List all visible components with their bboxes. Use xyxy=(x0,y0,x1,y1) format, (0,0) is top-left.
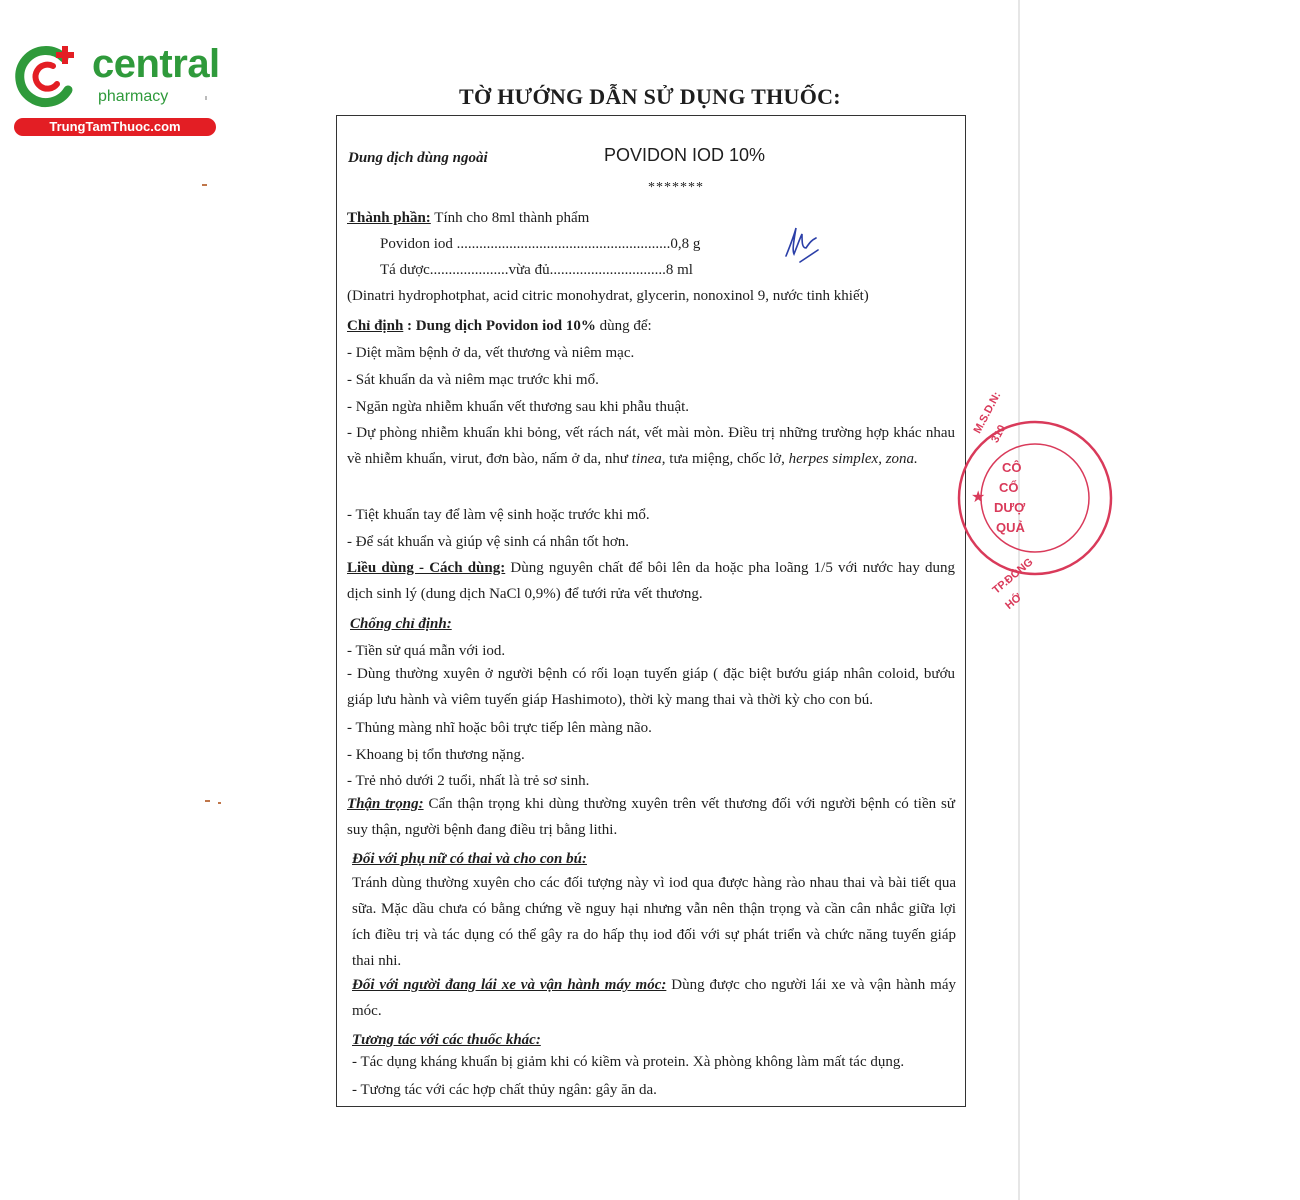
interaction-item: - Tương tác với các hợp chất thủy ngân: gây ăn da. xyxy=(352,1082,657,1098)
indications-intro: : Dung dịch Povidon iod 10% xyxy=(403,318,596,334)
brand-subtitle: pharmacy xyxy=(98,88,169,105)
stamp-ring-text-bottom: TP.ĐỒNG HỚ xyxy=(990,556,1036,612)
product-name: POVIDON IOD 10% xyxy=(604,145,766,165)
dosage-heading: Liều dùng - Cách dùng: xyxy=(347,560,506,576)
stamp-line: DƯỢ xyxy=(994,500,1026,515)
contraindication-item: - Thủng màng nhĩ hoặc bôi trực tiếp lên màng não. xyxy=(347,720,652,736)
indication-item: - Ngăn ngừa nhiễm khuẩn vết thương sau khi phẫu thuật. xyxy=(347,399,690,415)
contraindication-item: - Trẻ nhỏ dưới 2 tuổi, nhất là trẻ sơ sinh. xyxy=(347,773,590,789)
precautions-heading: Thận trọng: xyxy=(347,796,424,812)
scan-mark xyxy=(205,800,210,802)
scan-mark xyxy=(202,184,207,186)
separator-stars: ******* xyxy=(648,180,704,195)
signature-icon xyxy=(782,222,832,266)
precautions-section: Thận trọng: Cẩn thận trọng khi dùng thường xuyên trên vết thương đối với người bệnh có tiền sử suy thận, người bệnh đang điều trị bằng lithi. xyxy=(347,796,955,838)
dosage-section: Liều dùng - Cách dùng: Dùng nguyên chất để bôi lên da hoặc pha loãng 1/5 với nước hay dung dịch sinh lý (dung dịch NaCl 0,9%) để tưới rửa vết thương. xyxy=(347,560,955,602)
indication-item: - Diệt mầm bệnh ở da, vết thương và niêm mạc. xyxy=(347,345,635,361)
composition-intro: Tính cho 8ml thành phẩm xyxy=(434,210,590,226)
dosage-form: Dung dịch dùng ngoài xyxy=(348,150,488,166)
indication-item: - Sát khuẩn da và niêm mạc trước khi mổ. xyxy=(347,372,599,388)
excipients: (Dinatri hydrophotphat, acid citric monohydrat, glycerin, nonoxinol 9, nước tinh khiết) xyxy=(347,288,869,304)
scan-mark xyxy=(218,802,221,804)
indication-item: - Tiệt khuẩn tay để làm vệ sinh hoặc trước khi mổ. xyxy=(347,507,650,523)
stamp-line: CỔ xyxy=(999,480,1019,495)
composition-heading: Thành phần: xyxy=(347,210,431,226)
composition-heading-line xyxy=(347,208,589,228)
stamp-line: QUẢ xyxy=(996,520,1025,535)
brand-name: central xyxy=(92,42,220,86)
driving-heading: Đối với người đang lái xe và vận hành máy móc: xyxy=(352,977,667,993)
document-title: TỜ HƯỚNG DẪN SỬ DỤNG THUỐC: xyxy=(459,84,841,109)
svg-text:★: ★ xyxy=(971,489,986,506)
contraindication-item: - Khoang bị tổn thương nặng. xyxy=(347,747,525,763)
composition-item: Tá dược.....................vừa đủ...............................8 ml xyxy=(380,262,693,278)
interaction-item: - Tác dụng kháng khuẩn bị giảm khi có kiềm và protein. Xà phòng không làm mất tác dụng. xyxy=(352,1054,905,1070)
interactions-heading: Tương tác với các thuốc khác: xyxy=(352,1032,541,1048)
contraindications-heading: Chống chỉ định: xyxy=(350,616,452,632)
company-stamp xyxy=(955,389,1036,612)
indication-item: - Để sát khuẩn và giúp vệ sinh cá nhân tốt hơn. xyxy=(347,534,630,550)
brand-url[interactable]: TrungTamThuoc.com xyxy=(14,118,216,136)
stamp-ring-text: M.S.D.N: 310 xyxy=(971,389,1009,445)
pregnancy-heading: Đối với phụ nữ có thai và cho con bú: xyxy=(352,851,587,867)
contraindication-item: - Dùng thường xuyên ở người bệnh có rối loạn tuyến giáp ( đặc biệt bướu giáp nhân coloid, bướu giáp lưu hành và viêm tuyến giáp Hashimoto), thời kỳ mang thai và thời kỳ cho con bú. xyxy=(347,666,955,708)
contraindication-item: - Tiền sử quá mẫn với iod. xyxy=(347,643,506,659)
indications-intro-tail: dùng để: xyxy=(595,318,652,334)
composition-item: Povidon iod .........................................................0,8 g xyxy=(380,236,701,252)
pregnancy-text: Tránh dùng thường xuyên cho các đối tượng này vì iod qua được hàng rào nhau thai và bài tiết qua sữa. Mặc dầu chưa có bằng chứng về nguy hại nhưng vẫn nên thận trọng và cần cân nhắc giữa lợi ích điều trị và tác dụng có thể gây ra do hấp thụ iod đối với sự phát triển và chức năng tuyến giáp thai nhi. xyxy=(352,875,956,969)
stamp-line: CÔ xyxy=(1002,460,1022,475)
page-margin xyxy=(1018,0,1200,1200)
indications-heading-line xyxy=(347,316,652,336)
indication-prophylaxis: - Dự phòng nhiễm khuẩn khi bỏng, vết rách nát, vết mài mòn. Điều trị những trường hợp khác nhau về nhiễm khuẩn, virut, đơn bào, nấm ở da, như tinea, tưa miệng, chốc lở, herpes simplex, zona. xyxy=(347,425,955,467)
driving-section: Đối với người đang lái xe và vận hành máy móc: Dùng được cho người lái xe và vận hành máy móc. xyxy=(352,977,956,1019)
stamp-ring-icon xyxy=(955,418,1115,578)
indications-heading: Chỉ định xyxy=(347,318,404,334)
